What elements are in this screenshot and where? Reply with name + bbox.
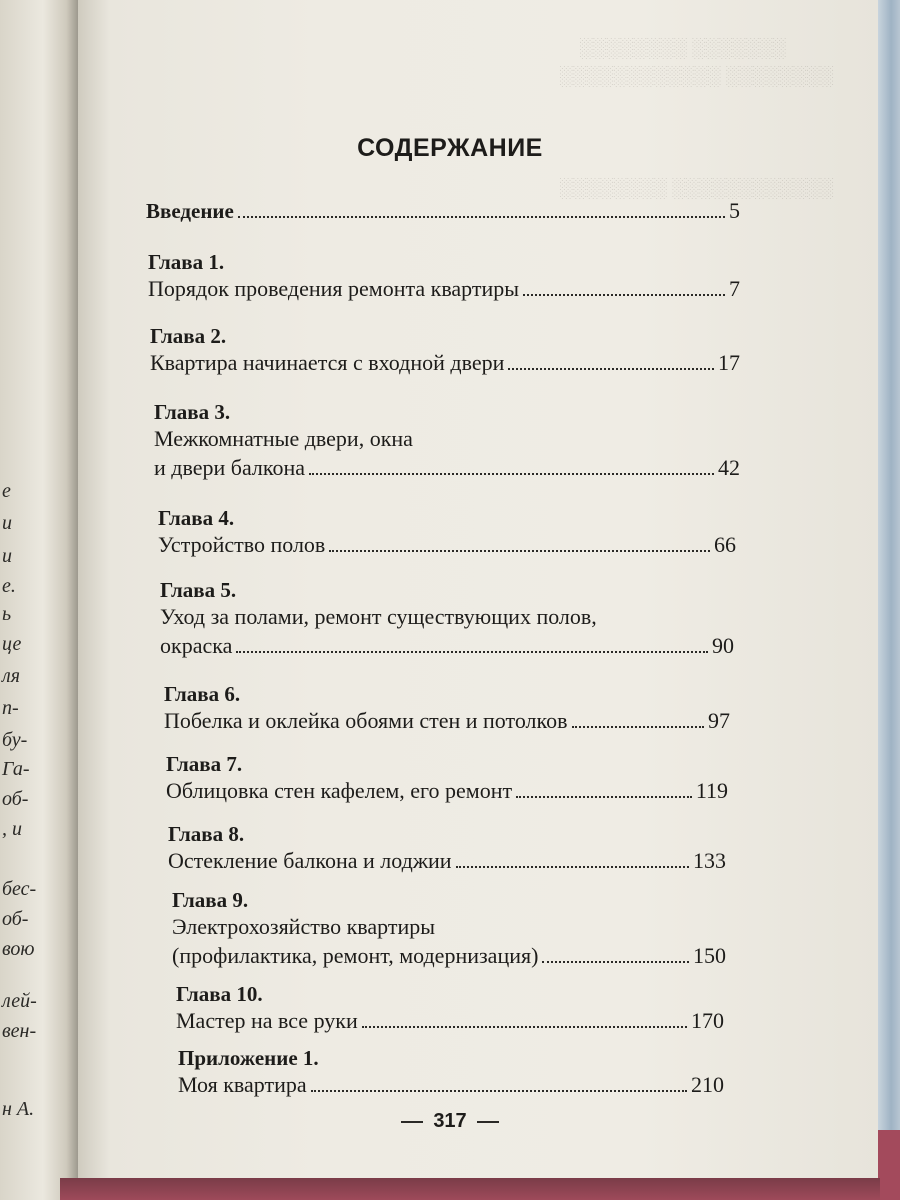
left-page-fragment: ля xyxy=(2,665,21,687)
show-through-text: ░░░░░░░░░░░░ ░░░░░░░░ xyxy=(560,178,834,199)
toc-line xyxy=(166,776,728,805)
toc-page-number: 17 xyxy=(718,350,740,375)
show-through-text: ░░░░░░░░ ░░░░░░░░░░░░ xyxy=(560,66,834,87)
chapter-heading: Глава 1. xyxy=(148,250,225,274)
toc-page-number: 5 xyxy=(729,198,740,223)
toc-entry-title: Введение xyxy=(146,199,234,223)
toc-page-number: 119 xyxy=(695,778,728,803)
left-page-fragment: бес- xyxy=(2,878,37,900)
cover-corner xyxy=(878,1130,900,1200)
toc-line xyxy=(168,846,726,875)
book-cover-edge xyxy=(878,0,900,1200)
toc-entry xyxy=(166,752,728,805)
toc-line xyxy=(146,196,740,226)
toc-page-number: 97 xyxy=(708,708,730,733)
left-page-fragment: е xyxy=(2,480,11,502)
dot-leader xyxy=(238,216,725,218)
show-through-text: ░░░░░░░ ░░░░░░░░ xyxy=(580,38,787,59)
toc-entry xyxy=(172,888,726,970)
toc-page-number: 7 xyxy=(729,276,740,301)
page-title: СОДЕРЖАНИЕ xyxy=(357,134,543,162)
toc-entry-title: Остекление балкона и лоджии xyxy=(168,848,452,873)
toc-line xyxy=(172,941,726,970)
folio-dash xyxy=(401,1121,423,1123)
left-page-fragment: п- xyxy=(2,697,19,719)
dot-leader xyxy=(236,651,708,653)
chapter-heading: Глава 4. xyxy=(158,506,235,530)
dot-leader xyxy=(572,726,705,728)
toc-entry xyxy=(160,578,734,660)
left-page-edge xyxy=(0,0,78,1200)
toc-line xyxy=(154,453,740,482)
toc-entry-title-continued: (профилактика, ремонт, модернизация) xyxy=(172,943,539,968)
toc-entry xyxy=(154,400,740,482)
left-page-fragment: и xyxy=(2,512,12,534)
toc-page-number: 66 xyxy=(714,532,736,557)
toc-page-number: 170 xyxy=(691,1008,724,1033)
dot-leader xyxy=(456,866,689,868)
left-page-fragment: об- xyxy=(2,788,29,810)
toc-entry-title: Моя квартира xyxy=(178,1072,307,1097)
toc-entry-title: Мастер на все руки xyxy=(176,1008,358,1033)
toc-line xyxy=(148,274,740,303)
left-page-fragment: , и xyxy=(2,818,22,840)
toc-entry-title: Порядок проведения ремонта квартиры xyxy=(148,276,520,301)
toc-line xyxy=(150,348,740,377)
left-page-fragment: е. xyxy=(2,575,16,597)
dot-leader xyxy=(542,961,689,963)
toc-entry-title: Облицовка стен кафелем, его ремонт xyxy=(166,778,513,803)
toc-line xyxy=(158,530,736,559)
chapter-heading: Приложение 1. xyxy=(178,1046,319,1070)
chapter-heading: Глава 9. xyxy=(172,888,249,912)
dot-leader xyxy=(516,796,692,798)
chapter-heading: Глава 3. xyxy=(154,400,231,424)
toc-page-number: 133 xyxy=(693,848,726,873)
chapter-heading: Глава 6. xyxy=(164,682,241,706)
book-cover-bottom xyxy=(60,1178,880,1200)
toc-entry-title: Электрохозяйство квартиры xyxy=(172,914,436,939)
toc-line xyxy=(178,1070,724,1099)
page-number: 317 xyxy=(433,1110,467,1132)
dot-leader xyxy=(329,550,710,552)
dot-leader xyxy=(311,1090,687,1092)
toc-entry-appendix xyxy=(178,1046,724,1099)
toc-entry xyxy=(158,506,736,559)
toc-entry xyxy=(148,250,740,303)
toc-line xyxy=(160,631,734,660)
toc-entry-title: Побелка и оклейка обоями стен и потолков xyxy=(164,708,568,733)
left-page-fragment: об- xyxy=(2,908,29,930)
chapter-heading: Глава 5. xyxy=(160,578,237,602)
left-page-fragment: ь xyxy=(2,603,12,625)
left-page-fragment: лей- xyxy=(2,990,37,1012)
toc-entry-title: Уход за полами, ремонт существующих полов, xyxy=(160,604,597,629)
toc-entry xyxy=(150,324,740,377)
chapter-heading: Глава 8. xyxy=(168,822,245,846)
chapter-heading: Глава 2. xyxy=(150,324,227,348)
left-page-fragment: н А. xyxy=(2,1098,35,1120)
toc-line xyxy=(164,706,730,735)
left-page-fragment: це xyxy=(2,633,22,655)
toc-entry-title: Межкомнатные двери, окна xyxy=(154,426,413,451)
toc-page-number: 90 xyxy=(712,633,734,658)
chapter-heading: Глава 10. xyxy=(176,982,263,1006)
dot-leader xyxy=(508,368,714,370)
toc-page-number: 150 xyxy=(693,943,726,968)
toc-entry-title: Квартира начинается с входной двери xyxy=(150,350,505,375)
toc-entry xyxy=(176,982,724,1035)
left-page-fragment: Га- xyxy=(2,758,30,780)
toc-entry-title-continued: окраска xyxy=(160,633,233,658)
left-page-fragment: вою xyxy=(2,938,35,960)
toc-page-number: 210 xyxy=(691,1072,724,1097)
left-page-fragment: бу- xyxy=(2,729,28,751)
page-folio xyxy=(0,1110,900,1133)
folio-dash xyxy=(477,1121,499,1123)
dot-leader xyxy=(362,1026,687,1028)
chapter-heading: Глава 7. xyxy=(166,752,243,776)
toc-entry-introduction xyxy=(146,196,740,226)
toc-page-number: 42 xyxy=(718,455,740,480)
toc-entry-title-continued: и двери балкона xyxy=(154,455,306,480)
left-page-fragment: и xyxy=(2,545,12,567)
toc-line xyxy=(176,1006,724,1035)
left-page-fragment: вен- xyxy=(2,1020,37,1042)
dot-leader xyxy=(309,473,714,475)
dot-leader xyxy=(523,294,725,296)
toc-entry-title: Устройство полов xyxy=(158,532,326,557)
toc-entry xyxy=(168,822,726,875)
toc-entry xyxy=(164,682,730,735)
